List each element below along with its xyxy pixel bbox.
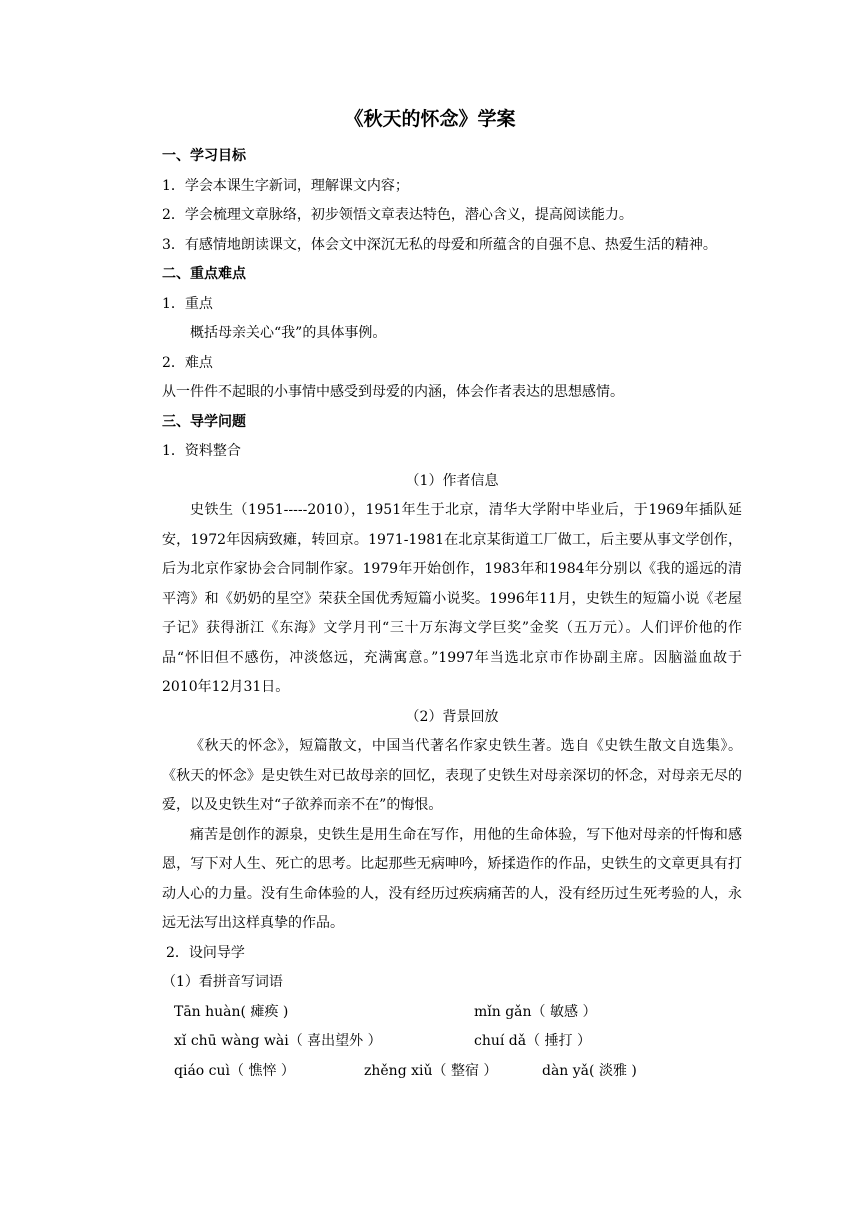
pinyin-word: xǐ chū wàng wài（ 喜出望外 ） [174,1033,382,1049]
document-body [162,142,742,1086]
key-point-text: 概括母亲关心“我”的具体事例。 [190,325,387,341]
pinyin-word: mǐn gǎn（ 敏感 ） [474,1003,597,1020]
subsection-questions: 2．设问导学 [166,944,245,961]
background-heading: （2）背景回放 [405,708,499,725]
pinyin-row [162,1027,742,1057]
difficulty-label: 2．难点 [162,354,213,371]
goal-item: 3．有感情地朗读课文，体会文中深沉无私的母爱和所蕴含的自强不息、热爱生活的精神。 [162,236,717,253]
pinyin-row [162,1057,742,1087]
goal-item: 2．学会梳理文章脉络，初步领悟文章表达特色，潜心含义，提高阅读能力。 [162,207,633,223]
pinyin-row [162,998,742,1028]
page-title: 《秋天的怀念》学案 [344,108,516,130]
difficulty-text: 从一件件不起眼的小事情中感受到母爱的内涵，体会作者表达的思想感情。 [162,384,624,400]
author-info-text: 史铁生（1951-----2010），1951年生于北京，清华大学附中毕业后，于1969年插队延安，1972年因病致瘫，转回京。1971-1981在北京某街道工厂做工，后主要从事文学创作，后为北京作家协会合同制作家。1979年开始创作，1983年和1984年分别以《我的遥远的清平湾》和《奶奶的星空》荣获全国优秀短篇小说奖。1996年11月，史铁生的短篇小说《老屋子记》获得浙江《东海》文学月刊“三十万东海文学巨奖”金奖（五万元）。人们评价他的作品“怀旧但不感伤，冲淡悠远，充满寓意。”1997年当选北京市作协副主席。因脑溢血故于2010年12月31日。 [162,502,742,695]
section-heading-guide: 三、导学问题 [162,413,246,430]
section-heading-key-points: 二、重点难点 [162,266,246,282]
background-text-1: 《秋天的怀念》，短篇散文，中国当代著名作家史铁生著。选自《史铁生散文自选集》。《秋天的怀念》是史铁生对已故母亲的回忆，表现了史铁生对母亲深切的怀念，对母亲无尽的爱，以及史铁生对“子欲养而亲不在”的悔恨。 [162,738,742,813]
pinyin-word: chuí dǎ（ 捶打 ） [474,1033,592,1049]
pinyin-word: qiáo cuì（ 憔悴 ） [174,1062,295,1079]
pinyin-word: zhěng xiǔ（ 整宿 ） [364,1062,498,1079]
author-info-heading: （1）作者信息 [405,472,499,489]
background-text-2: 痛苦是创作的源泉，史铁生是用生命在写作，用他的生命体验，写下他对母亲的忏悔和感恩，写下对人生、死亡的思考。比起那些无病呻吟，矫揉造作的作品，史铁生的文章更具有打动人心的力量。没有生命体验的人，没有经历过疾病痛苦的人，没有经历过生死考验的人，永远无法写出这样真挚的作品。 [162,826,742,931]
pinyin-word: Tān huàn( 瘫痪 ) [174,1003,289,1020]
key-point-label: 1．重点 [162,295,213,312]
pinyin-word: dàn yǎ( 淡雅 ) [542,1062,637,1079]
goal-item: 1．学会本课生字新词，理解课文内容； [162,177,409,194]
subsection-materials: 1．资料整合 [162,443,241,459]
section-heading-goals: 一、学习目标 [162,148,246,164]
pinyin-heading: （1）看拼音写词语 [162,974,283,990]
